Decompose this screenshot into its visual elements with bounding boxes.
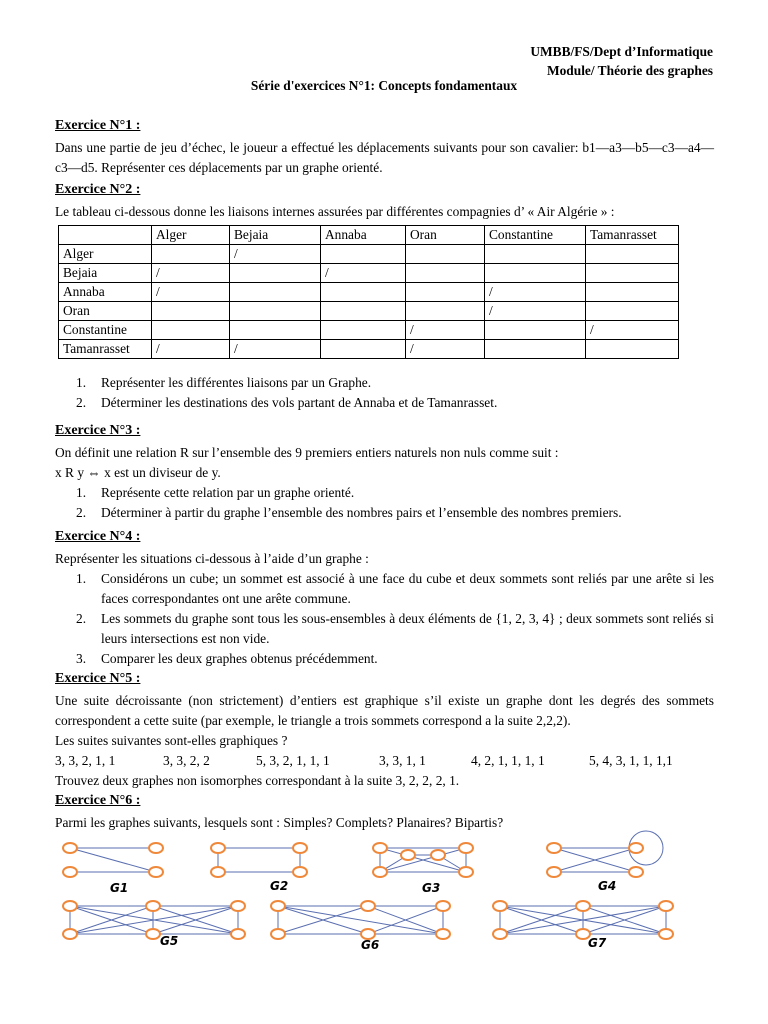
exercise-4-title: Exercice N°4 : bbox=[55, 529, 141, 544]
g7-node bbox=[493, 901, 507, 911]
exercise-4 bbox=[55, 527, 714, 669]
table-cell bbox=[230, 321, 321, 340]
liaisons-table bbox=[58, 225, 679, 359]
exercise-5 bbox=[55, 669, 714, 791]
g4-node bbox=[547, 867, 561, 877]
g2-node bbox=[211, 843, 225, 853]
exercise-3-intro: On définit une relation R sur l’ensemble des 9 premiers entiers naturels non nuls comme suit : bbox=[55, 445, 559, 460]
table-cell bbox=[321, 302, 406, 321]
institution-header: UMBB/FS/Dept d’Informatique bbox=[530, 44, 713, 59]
exercise-6 bbox=[55, 791, 714, 833]
table-cell bbox=[321, 340, 406, 359]
row-label: Bejaia bbox=[59, 264, 152, 283]
g1-node bbox=[63, 867, 77, 877]
sequence-item: 3, 3, 1, 1 bbox=[379, 753, 426, 768]
graph-label-g1: G1 bbox=[110, 881, 129, 895]
graph-label-g6: G6 bbox=[361, 938, 380, 952]
list-item: 2. Déterminer à partir du graphe l’ensemble des nombres pairs et l’ensemble des nombres premiers. bbox=[76, 505, 622, 520]
list-item: 1. Considérons un cube; un sommet est associé à une face du cube et deux sommets sont reliés par une arête si les faces correspondantes ont une arête commune. bbox=[76, 571, 714, 606]
table-row bbox=[59, 340, 679, 359]
module-header: Module/ Théorie des graphes bbox=[546, 63, 713, 78]
row-label: Constantine bbox=[59, 321, 152, 340]
sequence-item: 4, 2, 1, 1, 1, 1 bbox=[471, 753, 545, 768]
table-header-cell bbox=[59, 226, 152, 245]
table-cell bbox=[485, 340, 586, 359]
g2-node bbox=[293, 867, 307, 877]
g5-node bbox=[231, 929, 245, 939]
g1-node bbox=[149, 843, 163, 853]
g4-node bbox=[629, 843, 643, 853]
g3-node bbox=[459, 867, 473, 877]
g5-node bbox=[146, 901, 160, 911]
exercise-4-intro: Représenter les situations ci-dessous à l’aide d’un graphe : bbox=[55, 551, 369, 566]
table-cell bbox=[152, 302, 230, 321]
table-cell bbox=[230, 264, 321, 283]
table-cell: / bbox=[485, 283, 586, 302]
exercise-2-intro: Le tableau ci-dessous donne les liaisons internes assurées par différentes compagnies d’ « Air Algérie » : bbox=[55, 204, 615, 219]
graph-labels bbox=[110, 879, 616, 952]
graph-label-g7: G7 bbox=[588, 936, 607, 950]
table-cell bbox=[406, 283, 485, 302]
list-item: 1. Représente cette relation par un graphe orienté. bbox=[76, 485, 355, 500]
g5-node bbox=[63, 901, 77, 911]
table-header-cell: Oran bbox=[406, 226, 485, 245]
g4-node bbox=[547, 843, 561, 853]
graph-nodes bbox=[63, 843, 673, 939]
table-cell: / bbox=[230, 245, 321, 264]
g7-node bbox=[659, 901, 673, 911]
exercise-1-title: Exercice N°1 : bbox=[55, 118, 141, 133]
exercise-3 bbox=[55, 421, 714, 523]
row-label: Oran bbox=[59, 302, 152, 321]
g6-edge bbox=[278, 906, 443, 934]
g3-node bbox=[401, 850, 415, 860]
table-cell bbox=[230, 283, 321, 302]
exercise-1-text: Dans une partie de jeu d’échec, le joueur a effectué les déplacements suivants pour son cavalier: b1—a3—b5—c3—a4—c3—d5. Représenter ces déplacements par un graphe orienté. bbox=[55, 140, 714, 175]
table-cell bbox=[586, 302, 679, 321]
table-cell bbox=[321, 283, 406, 302]
table-cell: / bbox=[230, 340, 321, 359]
row-label: Tamanrasset bbox=[59, 340, 152, 359]
exercise-1 bbox=[55, 116, 714, 178]
sequence-item: 3, 3, 2, 2 bbox=[163, 753, 210, 768]
table-cell: / bbox=[321, 264, 406, 283]
table-cell bbox=[230, 302, 321, 321]
table-cell bbox=[321, 321, 406, 340]
sequence-item: 5, 3, 2, 1, 1, 1 bbox=[256, 753, 330, 768]
table-cell: / bbox=[152, 340, 230, 359]
exercise-3-questions bbox=[55, 483, 714, 523]
table-cell bbox=[152, 245, 230, 264]
table-cell bbox=[321, 245, 406, 264]
g5-node bbox=[63, 929, 77, 939]
list-item: 2. Déterminer les destinations des vols partant de Annaba et de Tamanrasset. bbox=[76, 395, 498, 410]
sequence-item: 3, 3, 2, 1, 1 bbox=[55, 753, 116, 768]
table-row bbox=[59, 283, 679, 302]
g4-node bbox=[629, 867, 643, 877]
g6-node bbox=[271, 929, 285, 939]
table-cell bbox=[586, 283, 679, 302]
table-cell bbox=[152, 321, 230, 340]
table-cell: / bbox=[586, 321, 679, 340]
g5-node bbox=[231, 901, 245, 911]
table-cell bbox=[586, 245, 679, 264]
table-row bbox=[59, 321, 679, 340]
g6-node bbox=[361, 901, 375, 911]
exercise-5-task: Trouvez deux graphes non isomorphes correspondant à la suite 3, 2, 2, 2, 1. bbox=[55, 773, 460, 788]
g3-node bbox=[373, 867, 387, 877]
exercise-3-title: Exercice N°3 : bbox=[55, 423, 141, 438]
sequence-item: 5, 4, 3, 1, 1, 1,1 bbox=[589, 753, 673, 768]
g1-node bbox=[63, 843, 77, 853]
table-cell bbox=[586, 264, 679, 283]
table-header-cell: Constantine bbox=[485, 226, 586, 245]
g6-node bbox=[436, 901, 450, 911]
exercise-2-title: Exercice N°2 : bbox=[55, 182, 141, 197]
graph-label-g5: G5 bbox=[160, 934, 179, 948]
exercise-5-intro: Une suite décroissante (non strictement) d’entiers est graphique s’il existe un graphe dont les degrés des sommets correspondent a cette suite (par exemple, le triangle a trois sommets correspond a la suite 2,2,2). bbox=[55, 693, 714, 728]
table-header-cell: Alger bbox=[152, 226, 230, 245]
row-label: Annaba bbox=[59, 283, 152, 302]
exercise-6-intro: Parmi les graphes suivants, lesquels sont : Simples? Complets? Planaires? Bipartis? bbox=[55, 815, 504, 830]
table-cell: / bbox=[152, 283, 230, 302]
table-cell bbox=[406, 302, 485, 321]
table-cell: / bbox=[485, 302, 586, 321]
table-cell bbox=[485, 321, 586, 340]
table-cell: / bbox=[406, 340, 485, 359]
sequence-list bbox=[55, 751, 714, 771]
g7-node bbox=[576, 901, 590, 911]
table-header-cell: Tamanrasset bbox=[586, 226, 679, 245]
graphs-figure bbox=[48, 830, 688, 956]
exercise-3-relation: x R y ⇔ x est un diviseur de y. bbox=[55, 465, 221, 480]
list-item: 1. Représenter les différentes liaisons par un Graphe. bbox=[76, 375, 372, 390]
table-cell bbox=[406, 264, 485, 283]
g3-node bbox=[373, 843, 387, 853]
table-row bbox=[59, 302, 679, 321]
table-cell bbox=[485, 264, 586, 283]
table-header-row bbox=[59, 226, 679, 245]
g1-node bbox=[149, 867, 163, 877]
table-cell: / bbox=[406, 321, 485, 340]
g7-node bbox=[659, 929, 673, 939]
g6-node bbox=[271, 901, 285, 911]
g1-edge bbox=[70, 848, 156, 872]
table-header-cell: Annaba bbox=[321, 226, 406, 245]
list-item: 2. Les sommets du graphe sont tous les sous-ensembles à deux éléments de {1, 2, 3, 4} ; deux sommets sont reliés si leurs intersections est non vide. bbox=[76, 611, 714, 646]
g6-node bbox=[436, 929, 450, 939]
table-cell bbox=[485, 245, 586, 264]
g3-node bbox=[459, 843, 473, 853]
g2-node bbox=[211, 867, 225, 877]
graph-label-g4: G4 bbox=[598, 879, 617, 893]
g2-node bbox=[293, 843, 307, 853]
graph-label-g3: G3 bbox=[422, 881, 441, 895]
table-row bbox=[59, 245, 679, 264]
exercise-6-title: Exercice N°6 : bbox=[55, 793, 141, 808]
exercise-5-title: Exercice N°5 : bbox=[55, 671, 141, 686]
exercise-2 bbox=[55, 180, 714, 413]
exercise-2-questions bbox=[55, 373, 714, 413]
table-cell: / bbox=[152, 264, 230, 283]
list-item: 3. Comparer les deux graphes obtenus précédemment. bbox=[76, 651, 378, 666]
exercise-5-question: Les suites suivantes sont-elles graphiques ? bbox=[55, 733, 288, 748]
table-header-cell: Bejaia bbox=[230, 226, 321, 245]
table-cell bbox=[406, 245, 485, 264]
table-cell bbox=[586, 340, 679, 359]
g3-node bbox=[431, 850, 445, 860]
graph-label-g2: G2 bbox=[270, 879, 289, 893]
document-title: Série d'exercices N°1: Concepts fondamentaux bbox=[250, 78, 518, 93]
table-row bbox=[59, 264, 679, 283]
exercise-4-questions bbox=[55, 569, 714, 669]
g7-node bbox=[493, 929, 507, 939]
row-label: Alger bbox=[59, 245, 152, 264]
g5-node bbox=[146, 929, 160, 939]
